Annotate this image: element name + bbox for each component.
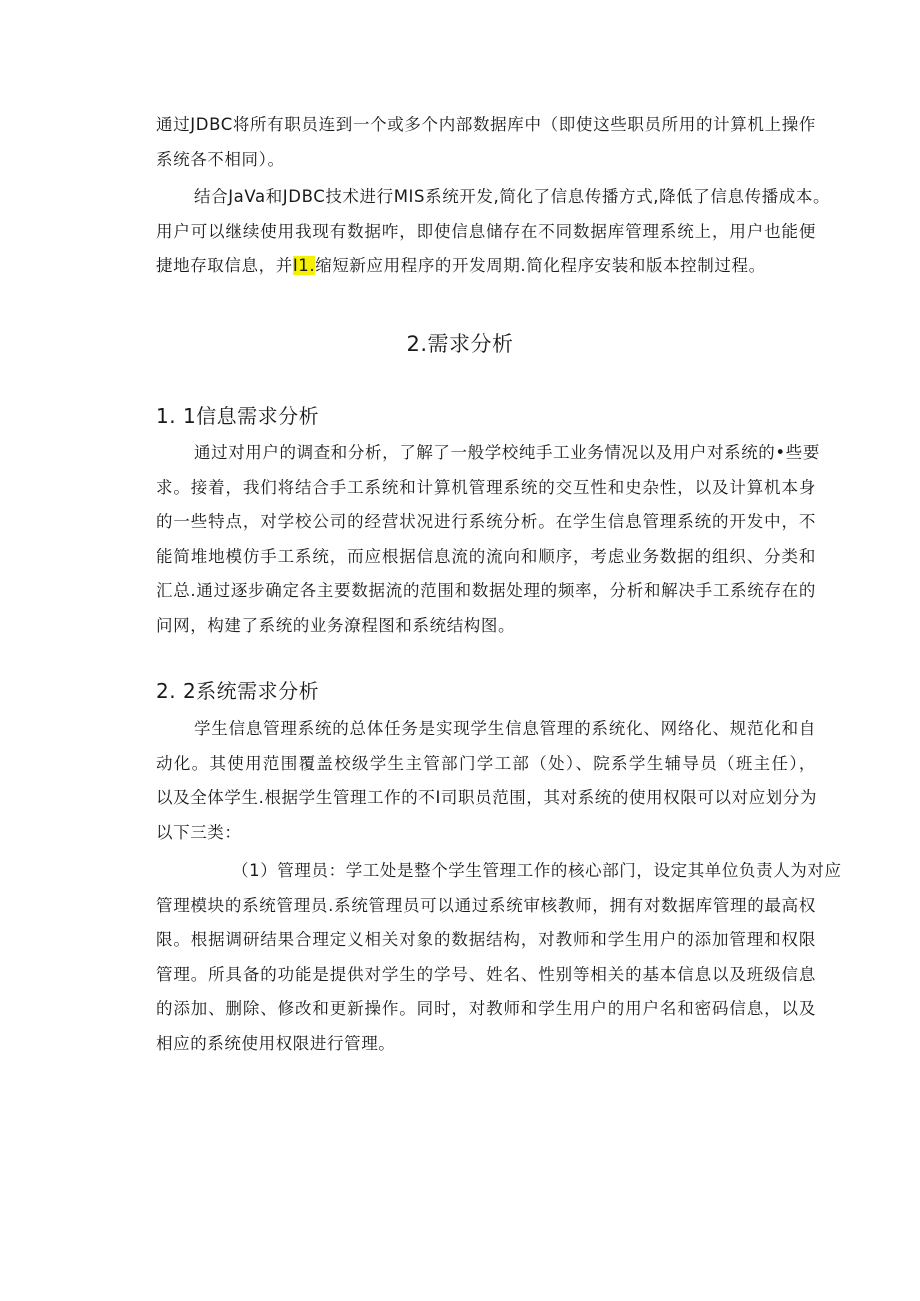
text-line: 通过JDBC将所有职员连到一个或多个内部数据库中（即使这些职员所用的计算机上操作 <box>156 115 816 134</box>
text-line: 汇总.通过逐步确定各主要数据流的范围和数据处理的频率，分析和解决手工系统存在的 <box>156 581 816 600</box>
text-line: 相应的系统使用权限进行管理。 <box>156 1033 396 1053</box>
text-line: 用户可以继续使用我现有数据咋，即使信息储存在不同数据库管理系统上，用户也能便 <box>156 221 816 241</box>
section-heading-2-2: 2. 2系统需求分析 <box>156 679 320 703</box>
intro-paragraph-2 <box>156 180 831 284</box>
text-line: 学生信息管理系统的总体任务是实现学生信息管理的系统化、网络化、规范化和自 <box>194 719 816 738</box>
text-line: 通过对用户的调查和分析，了解了一般学校纯手工业务情况以及用户对系统的•些要 <box>194 443 820 462</box>
text-line: 系统各不相同）。 <box>156 149 285 169</box>
text-line: 的一些特点，对学校公司的经营状况进行系统分析。在学生信息管理系统的开发中，不 <box>156 512 816 531</box>
chapter-title: 2.需求分析 <box>406 332 514 356</box>
text-fragment: 缩短新应用程序的开发周期.简化程序安装和版本控制过程。 <box>315 256 766 275</box>
text-line: 问网，构建了系统的业务潦程图和系统结构图。 <box>156 615 516 635</box>
text-line: （1）管理员：学工处是整个学生管理工作的核心部门，设定其单位负责人为对应 <box>232 861 842 880</box>
highlighted-text: I1. <box>292 256 316 275</box>
text-fragment: 捷地存取信息，并 <box>156 256 293 275</box>
text-line: 能简堆地模仿手工系统，而应根据信息流的流向和顺序，考虑业务数据的组织、分类和 <box>156 546 816 566</box>
text-line: 管理。所具备的功能是提供对学生的学号、姓名、性别等相关的基本信息以及班级信息 <box>156 964 816 984</box>
section-2-2-paragraph-2 <box>156 854 842 1061</box>
text-line: 以下三类： <box>156 822 242 842</box>
section-2-2-paragraph-1 <box>156 712 816 850</box>
text-line: 限。根据调研结果合理定义相关对象的数据结构，对教师和学生用户的添加管理和权限 <box>156 930 816 949</box>
section-1-1-paragraph <box>156 436 820 643</box>
text-line: 结合JaVa和JDBC技术进行MIS系统开发,简化了信息传播方式,降低了信息传播成本。 <box>194 187 831 206</box>
text-line: 的添加、删除、修改和更新操作。同时，对教师和学生用户的用户名和密码信息，以及 <box>156 999 816 1018</box>
intro-paragraph-1 <box>156 108 816 177</box>
text-line: 管理模块的系统管理员.系统管理员可以通过系统审核教师，拥有对数据库管理的最高权 <box>156 895 816 915</box>
text-line: 动化。其使用范围覆盖校级学生主管部门学工部（处）、院系学生辅导员（班主任）， <box>156 753 816 773</box>
text-line <box>156 249 816 284</box>
text-line: 求。接着，我们将结合手工系统和计算机管理系统的交互性和史杂性，以及计算机本身 <box>156 477 816 497</box>
text-line: 以及全体学生.根据学生管理工作的不I司职员范围，其对系统的使用权限可以对应划分为 <box>156 788 818 807</box>
section-heading-1-1: 1. 1信息需求分析 <box>156 404 320 428</box>
